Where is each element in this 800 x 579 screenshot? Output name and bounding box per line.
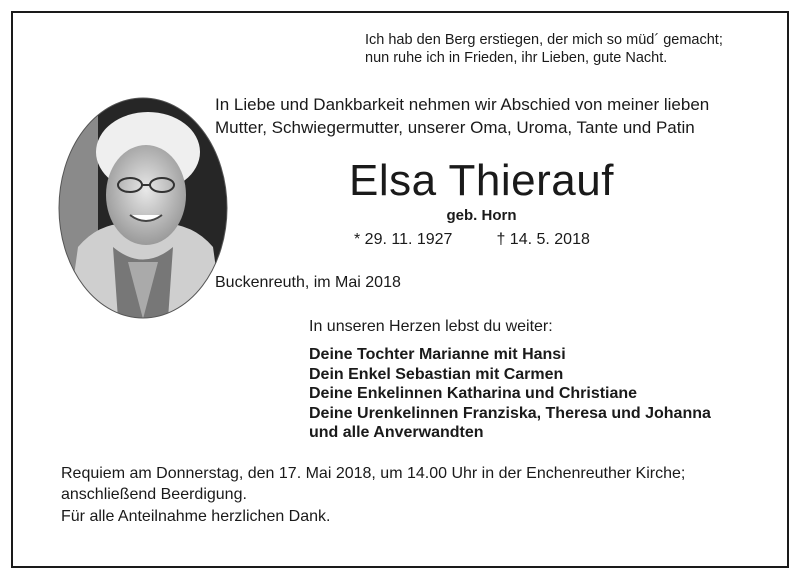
place-date: Buckenreuth, im Mai 2018	[215, 274, 401, 291]
birth-date: * 29. 11. 1927	[354, 231, 453, 248]
intro-line-2: Mutter, Schwiegermutter, unserer Oma, Uroma, Tante und Patin	[215, 118, 695, 137]
mourners-list	[309, 345, 711, 443]
mourner-item: Dein Enkel Sebastian mit Carmen	[309, 365, 564, 383]
portrait-photo	[58, 97, 228, 319]
mourner-item: Deine Urenkelinnen Franziska, Theresa und Johanna	[309, 404, 711, 422]
death-date: † 14. 5. 2018	[496, 231, 590, 248]
life-dates	[354, 230, 590, 250]
thanks-line: Für alle Anteilnahme herzlichen Dank.	[61, 508, 331, 525]
requiem-line-2: anschließend Beerdigung.	[61, 486, 247, 503]
memorial-verse	[365, 31, 723, 67]
requiem-line-1: Requiem am Donnerstag, den 17. Mai 2018, um 14.00 Uhr in der Enchenreuther Kirche;	[61, 465, 686, 482]
intro-line-1: In Liebe und Dankbarkeit nehmen wir Abschied von meiner lieben	[215, 95, 710, 114]
mourner-item: Deine Tochter Marianne mit Hansi	[309, 346, 566, 363]
mourner-item: Deine Enkelinnen Katharina und Christiane	[309, 385, 638, 403]
maiden-name: geb. Horn	[446, 207, 517, 224]
mourner-item: und alle Anverwandten	[309, 424, 484, 442]
hearts-line: In unseren Herzen lebst du weiter:	[309, 318, 553, 335]
intro-text	[215, 93, 709, 139]
verse-line-2: nun ruhe ich in Frieden, ihr Lieben, gute Nacht.	[365, 50, 668, 66]
deceased-name: Elsa Thierauf	[349, 156, 614, 205]
requiem-info	[61, 463, 685, 505]
verse-line-1: Ich hab den Berg erstiegen, der mich so müd´ gemacht;	[365, 32, 723, 48]
